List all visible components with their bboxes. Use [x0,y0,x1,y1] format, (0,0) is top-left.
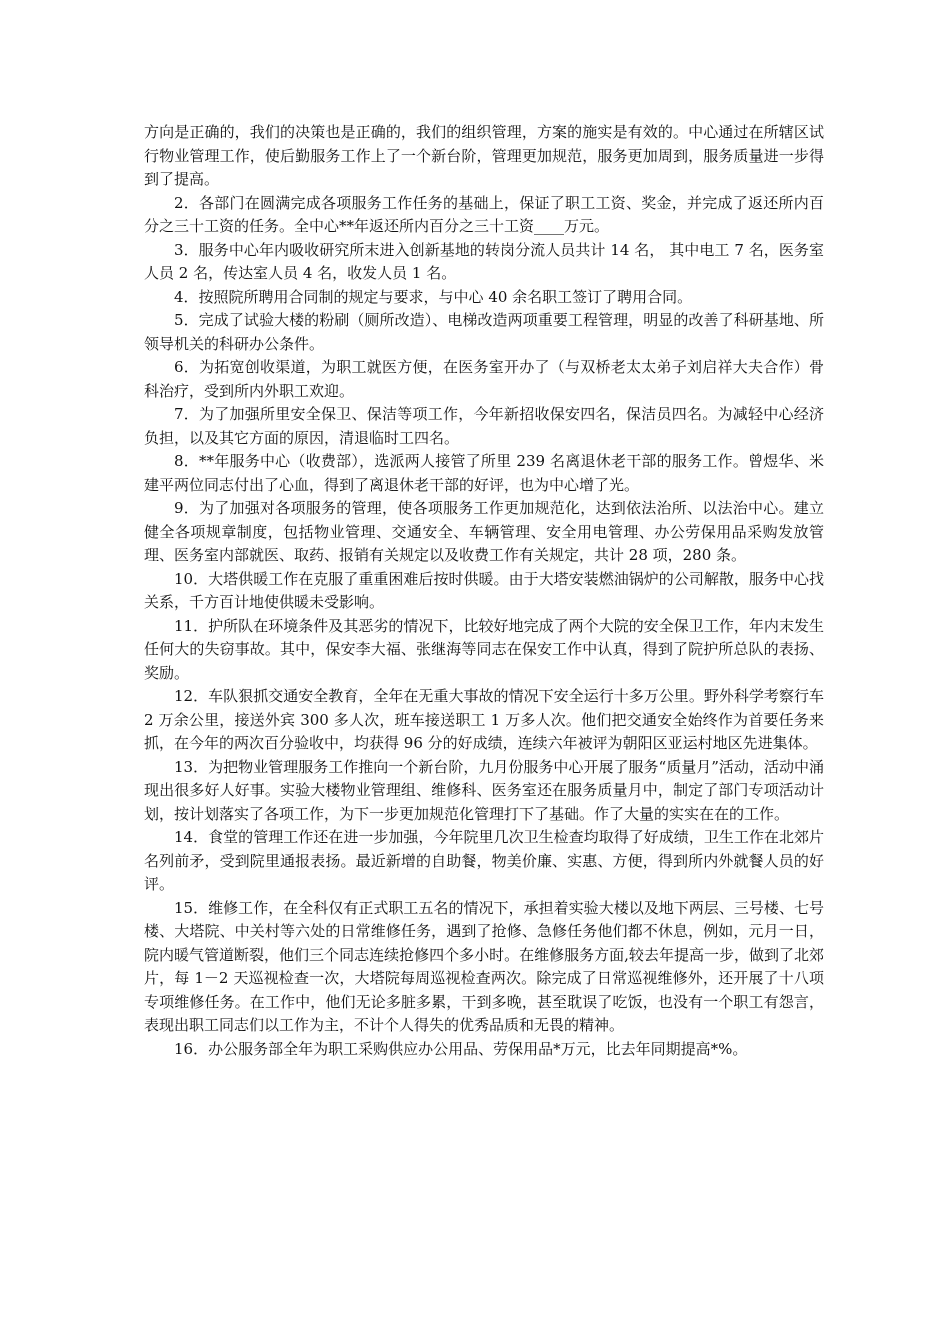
document-body [144,121,824,1061]
paragraph-item-8: 8．**年服务中心（收费部），选派两人接管了所里 239 名离退休老干部的服务工作。曾煜华、米建平两位同志付出了心血，得到了离退休老干部的好评，也为中心增了光。 [144,452,824,494]
paragraph-item-11: 11．护所队在环境条件及其恶劣的情况下，比较好地完成了两个大院的安全保卫工作，年内末发生任何大的失窃事故。其中，保安李大福、张继海等同志在保安工作中认真，得到了院护所总队的表扬、奖励。 [144,616,824,682]
paragraph-item-14: 14．食堂的管理工作还在进一步加强，今年院里几次卫生检查均取得了好成绩，卫生工作在北郊片名列前矛，受到院里通报表扬。最近新增的自助餐，物美价廉、实惠、方便，得到所内外就餐人员的好评。 [144,828,824,893]
paragraph-item-16: 16．办公服务部全年为职工采购供应办公用品、劳保用品*万元，比去年同期提高*%。 [174,1039,748,1058]
paragraph-item-3: 3．服务中心年内吸收研究所末进入创新基地的转岗分流人员共计 14 名， 其中电工 7 名，医务室人员 2 名，传达室人员 4 名，收发人员 1 名。 [144,240,824,282]
paragraph-item-13: 13．为把物业管理服务工作推向一个新台阶，九月份服务中心开展了服务“质量月”活动，活动中涌现出很多好人好事。实验大楼物业管理组、维修科、医务室还在服务质量月中，制定了部门专项活动计划，按计划落实了各项工作，为下一步更加规范化管理打下了基础。作了大量的实实在在的工作。 [144,757,824,823]
paragraph-continuation: 方向是正确的，我们的决策也是正确的，我们的组织管理，方案的施实是有效的。中心通过在所辖区试行物业管理工作，使后勤服务工作上了一个新台阶，管理更加规范，服务更加周到，服务质量进一步得到了提高。 [144,123,824,188]
paragraph-item-5: 5．完成了试验大楼的粉刷（厕所改造）、电梯改造两项重要工程管理，明显的改善了科研基地、所领导机关的科研办公条件。 [144,311,824,353]
paragraph-item-12: 12．车队狠抓交通安全教育，全年在无重大事故的情况下安全运行十多万公里。野外科学考察行车 2 万余公里，接送外宾 300 多人次，班车接送职工 1 万多人次。他们把交通安全始终作为首要任务来抓，在今年的两次百分验收中，均获得 96 分的好成绩，连续六年被评为朝阳区亚运村地区先进集体。 [144,687,824,752]
paragraph-item-9: 9．为了加强对各项服务的管理，使各项服务工作更加规范化，达到依法治所、以法治中心。建立健全各项规章制度，包括物业管理、交通安全、车辆管理、安全用电管理、办公劳保用品采购发放管理、医务室内部就医、取药、报销有关规定以及收费工作有关规定，共计 28 项，280 条。 [144,499,824,564]
paragraph-item-10: 10．大塔供暖工作在克服了重重困难后按时供暖。由于大塔安装燃油锅炉的公司解散，服务中心找关系，千方百计地使供暖未受影响。 [144,569,824,611]
paragraph-item-6: 6．为拓宽创收渠道，为职工就医方便，在医务室开办了（与双桥老太太弟子刘启祥大夫合作）骨科治疗，受到所内外职工欢迎。 [144,358,824,400]
paragraph-item-7: 7．为了加强所里安全保卫、保洁等项工作，今年新招收保安四名，保洁员四名。为减轻中心经济负担，以及其它方面的原因，清退临时工四名。 [144,405,824,447]
paragraph-item-2: 2．各部门在圆满完成各项服务工作任务的基础上，保证了职工工资、奖金，并完成了返还所内百分之三十工资的任务。全中心**年返还所内百分之三十工资____万元。 [144,193,824,235]
paragraph-item-15: 15．维修工作，在全科仅有正式职工五名的情况下，承担着实验大楼以及地下两层、三号楼、七号楼、大塔院、中关村等六处的日常维修任务，遇到了抢修、急修任务他们都不休息，例如，元月一日，院内暖气管道断裂，他们三个同志连续抢修四个多小时。在维修服务方面,较去年提高一步，做到了北郊片，每 1－2 天巡视检查一次，大塔院每周巡视检查两次。除完成了日常巡视维修外，还开展了十八项专项维修任务。在工作中，他们无论多脏多累，干到多晚，甚至耽误了吃饭，也没有一个职工有怨言，表现出职工同志们以工作为主，不计个人得失的优秀品质和无畏的精神。 [144,898,824,1034]
paragraph-item-4: 4．按照院所聘用合同制的规定与要求，与中心 40 余名职工签订了聘用合同。 [174,287,693,306]
